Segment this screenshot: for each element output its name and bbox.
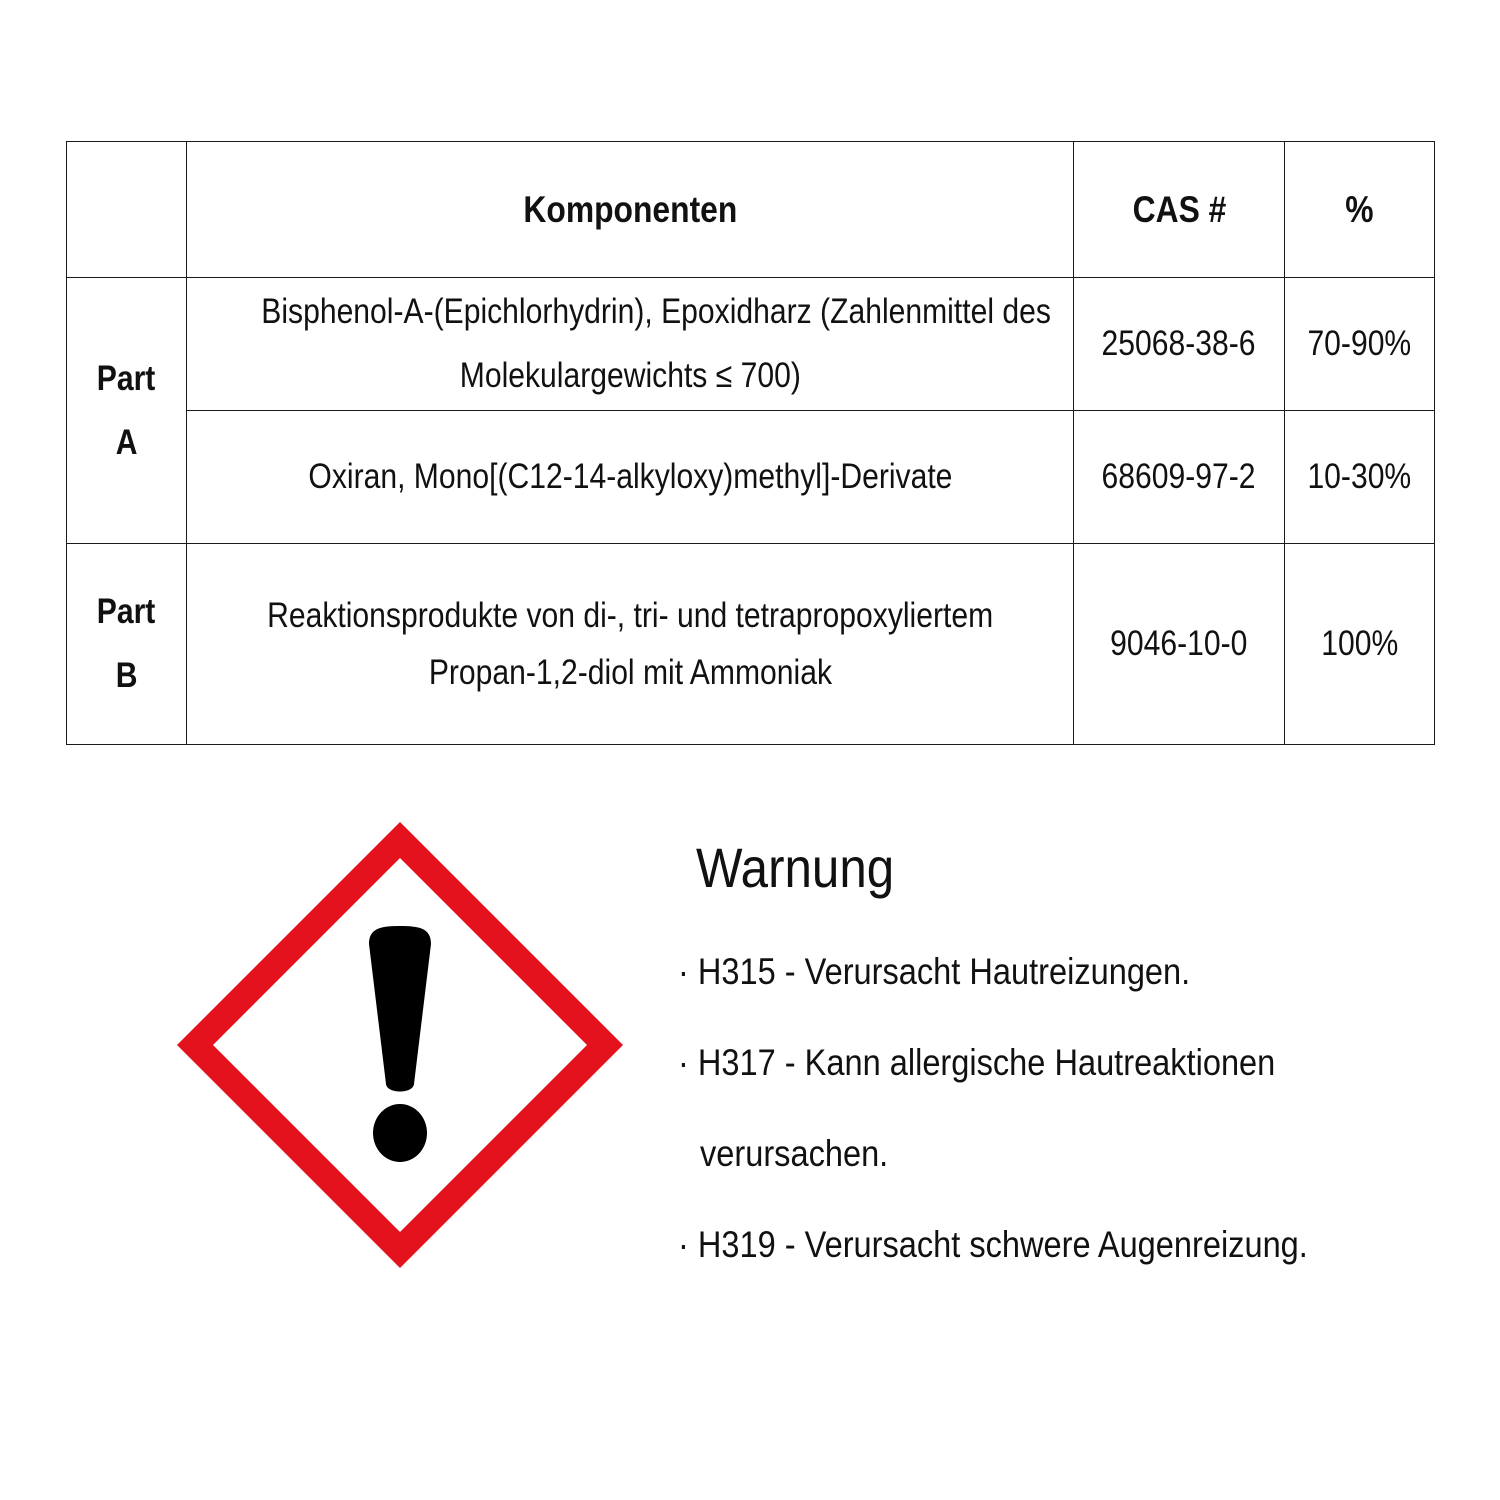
part-b-label: Part B (67, 544, 187, 745)
percent-cell: 70-90% (1285, 278, 1435, 411)
part-a-label: Part A (67, 278, 187, 544)
signal-word: Warnung (696, 836, 895, 899)
exclamation-dot (373, 1104, 427, 1162)
hazard-statement-h315: · H315 - Verursacht Hautreizungen. (678, 951, 1191, 992)
cas-cell: 25068-38-6 (1074, 278, 1285, 411)
composition-table (66, 141, 1435, 745)
table-row (67, 411, 1435, 544)
hazard-statements (678, 828, 1458, 1290)
exclamation-mark-hazard-icon (173, 818, 627, 1272)
header-components: Komponenten (187, 142, 1074, 278)
component-cell: Bisphenol-A-(Epichlorhydrin), Epoxidharz (Zahlenmittel des Molekulargewichts ≤ 700) (187, 278, 1074, 411)
component-cell: Oxiran, Mono[(C12-14-alkyloxy)methyl]-Derivate (187, 411, 1074, 544)
table-row (67, 544, 1435, 745)
header-cas: CAS # (1074, 142, 1285, 278)
percent-cell: 100% (1285, 544, 1435, 745)
table-row (67, 278, 1435, 411)
header-part (67, 142, 187, 278)
table-header-row (67, 142, 1435, 278)
cas-cell: 68609-97-2 (1074, 411, 1285, 544)
header-percent: % (1285, 142, 1435, 278)
hazard-list (678, 926, 1458, 1290)
hazard-statement-h317: · H317 - Kann allergische Hautreaktionen verursachen. (678, 1042, 1276, 1174)
hazard-statement-h319: · H319 - Verursacht schwere Augenreizung. (678, 1224, 1308, 1265)
cas-cell: 9046-10-0 (1074, 544, 1285, 745)
percent-cell: 10-30% (1285, 411, 1435, 544)
component-cell: Reaktionsprodukte von di-, tri- und tetrapropoxyliertem Propan-1,2-diol mit Ammoniak (187, 544, 1074, 745)
